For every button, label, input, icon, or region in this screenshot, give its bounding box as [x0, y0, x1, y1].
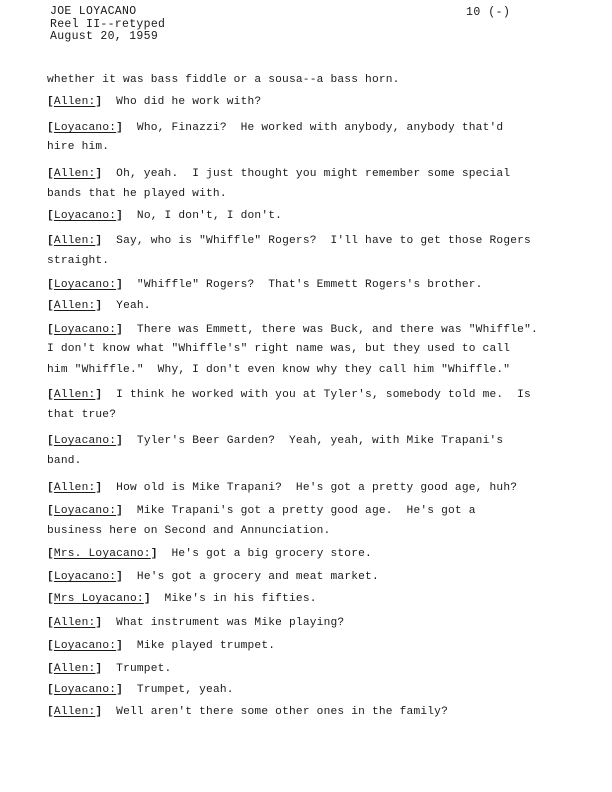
transcript-line — [47, 616, 344, 630]
transcript-line — [47, 167, 510, 181]
line-text: He's got a big grocery store. — [157, 548, 372, 560]
line-text: Well aren't there some other ones in the family? — [102, 706, 449, 718]
speaker-label: [Allen:] — [47, 300, 103, 312]
line-text: He's got a grocery and meat market. — [123, 571, 379, 583]
line-text: him "Whiffle." Why, I don't even know why they call him "Whiffle." — [47, 364, 511, 376]
speaker-label: [Allen:] — [47, 168, 103, 180]
speaker-label: [Loyacano:] — [47, 684, 124, 696]
line-text: Mike Trapani's got a pretty good age. He's got a — [123, 505, 476, 517]
transcript-line — [47, 662, 171, 676]
line-text: band. — [47, 455, 82, 467]
line-text: Trumpet, yeah. — [123, 684, 234, 696]
transcript-line — [47, 408, 116, 422]
speaker-label: [Allen:] — [47, 482, 103, 494]
transcript-line — [47, 254, 109, 268]
transcript-line — [47, 434, 503, 448]
line-text: I think he worked with you at Tyler's, somebody told me. Is — [102, 389, 531, 401]
line-text: bands that he played with. — [47, 188, 227, 200]
speaker-label: [Allen:] — [47, 96, 103, 108]
line-text: straight. — [47, 255, 110, 267]
speaker-label: [Loyacano:] — [47, 571, 124, 583]
line-text: Who did he work with? — [102, 96, 262, 108]
line-text: "Whiffle" Rogers? That's Emmett Rogers's brother. — [123, 279, 483, 291]
speaker-label: [Loyacano:] — [47, 640, 124, 652]
transcript-line — [47, 323, 538, 337]
transcript-line — [47, 299, 151, 313]
line-text: business here on Second and Annunciation. — [47, 525, 331, 537]
line-text: How old is Mike Trapani? He's got a pretty good age, huh? — [102, 482, 518, 494]
line-text: Yeah. — [102, 300, 151, 312]
header-reel: Reel II--retyped — [50, 17, 166, 31]
line-text: whether it was bass fiddle or a sousa--a bass horn. — [47, 74, 400, 86]
transcript-line — [47, 705, 448, 719]
speaker-label: [Loyacano:] — [47, 505, 124, 517]
transcript-line — [47, 342, 510, 356]
line-text: Mike played trumpet. — [123, 640, 276, 652]
line-text: that true? — [47, 409, 117, 421]
line-text: Trumpet. — [102, 663, 172, 675]
document-header — [50, 6, 165, 44]
transcript-line — [47, 95, 261, 109]
speaker-label: [Allen:] — [47, 617, 103, 629]
speaker-label: [Mrs Loyacano:] — [47, 593, 151, 605]
speaker-label: [Loyacano:] — [47, 279, 124, 291]
page-number: 10 (-) — [466, 6, 511, 19]
speaker-label: [Allen:] — [47, 663, 103, 675]
transcript-line — [47, 570, 379, 584]
line-text: What instrument was Mike playing? — [102, 617, 345, 629]
transcript-line — [47, 209, 282, 223]
speaker-label: [Allen:] — [47, 706, 103, 718]
speaker-label: [Loyacano:] — [47, 324, 124, 336]
transcript-line — [47, 639, 275, 653]
transcript-line — [47, 363, 510, 377]
speaker-label: [Allen:] — [47, 389, 103, 401]
line-text: Tyler's Beer Garden? Yeah, yeah, with Mike Trapani's — [123, 435, 504, 447]
transcript-line — [47, 683, 234, 697]
line-text: Oh, yeah. I just thought you might remember some special — [102, 168, 511, 180]
speaker-label: [Mrs. Loyacano:] — [47, 548, 158, 560]
transcript-line — [47, 454, 82, 468]
transcript-line — [47, 524, 330, 538]
transcript-line — [47, 504, 476, 518]
transcript-line — [47, 547, 372, 561]
line-text: There was Emmett, there was Buck, and there was "Whiffle". — [123, 324, 538, 336]
transcript-line — [47, 278, 483, 292]
transcript-line — [47, 388, 531, 402]
line-text: Who, Finazzi? He worked with anybody, anybody that'd — [123, 122, 504, 134]
line-text: Mike's in his fifties. — [150, 593, 317, 605]
transcript-line — [47, 140, 109, 154]
transcript-line — [47, 73, 400, 87]
line-text: hire him. — [47, 141, 110, 153]
transcript-line — [47, 234, 531, 248]
speaker-label: [Loyacano:] — [47, 210, 124, 222]
transcript-line — [47, 121, 503, 135]
transcript-line — [47, 187, 227, 201]
line-text: I don't know what "Whiffle's" right name was, but they used to call — [47, 343, 511, 355]
speaker-label: [Loyacano:] — [47, 435, 124, 447]
transcript-line — [47, 481, 517, 495]
transcript-line — [47, 592, 317, 606]
line-text: Say, who is "Whiffle" Rogers? I'll have to get those Rogers — [102, 235, 531, 247]
line-text: No, I don't, I don't. — [123, 210, 283, 222]
header-interviewee: JOE LOYACANO — [50, 5, 137, 18]
speaker-label: [Allen:] — [47, 235, 103, 247]
speaker-label: [Loyacano:] — [47, 122, 124, 134]
header-date: August 20, 1959 — [50, 30, 159, 43]
